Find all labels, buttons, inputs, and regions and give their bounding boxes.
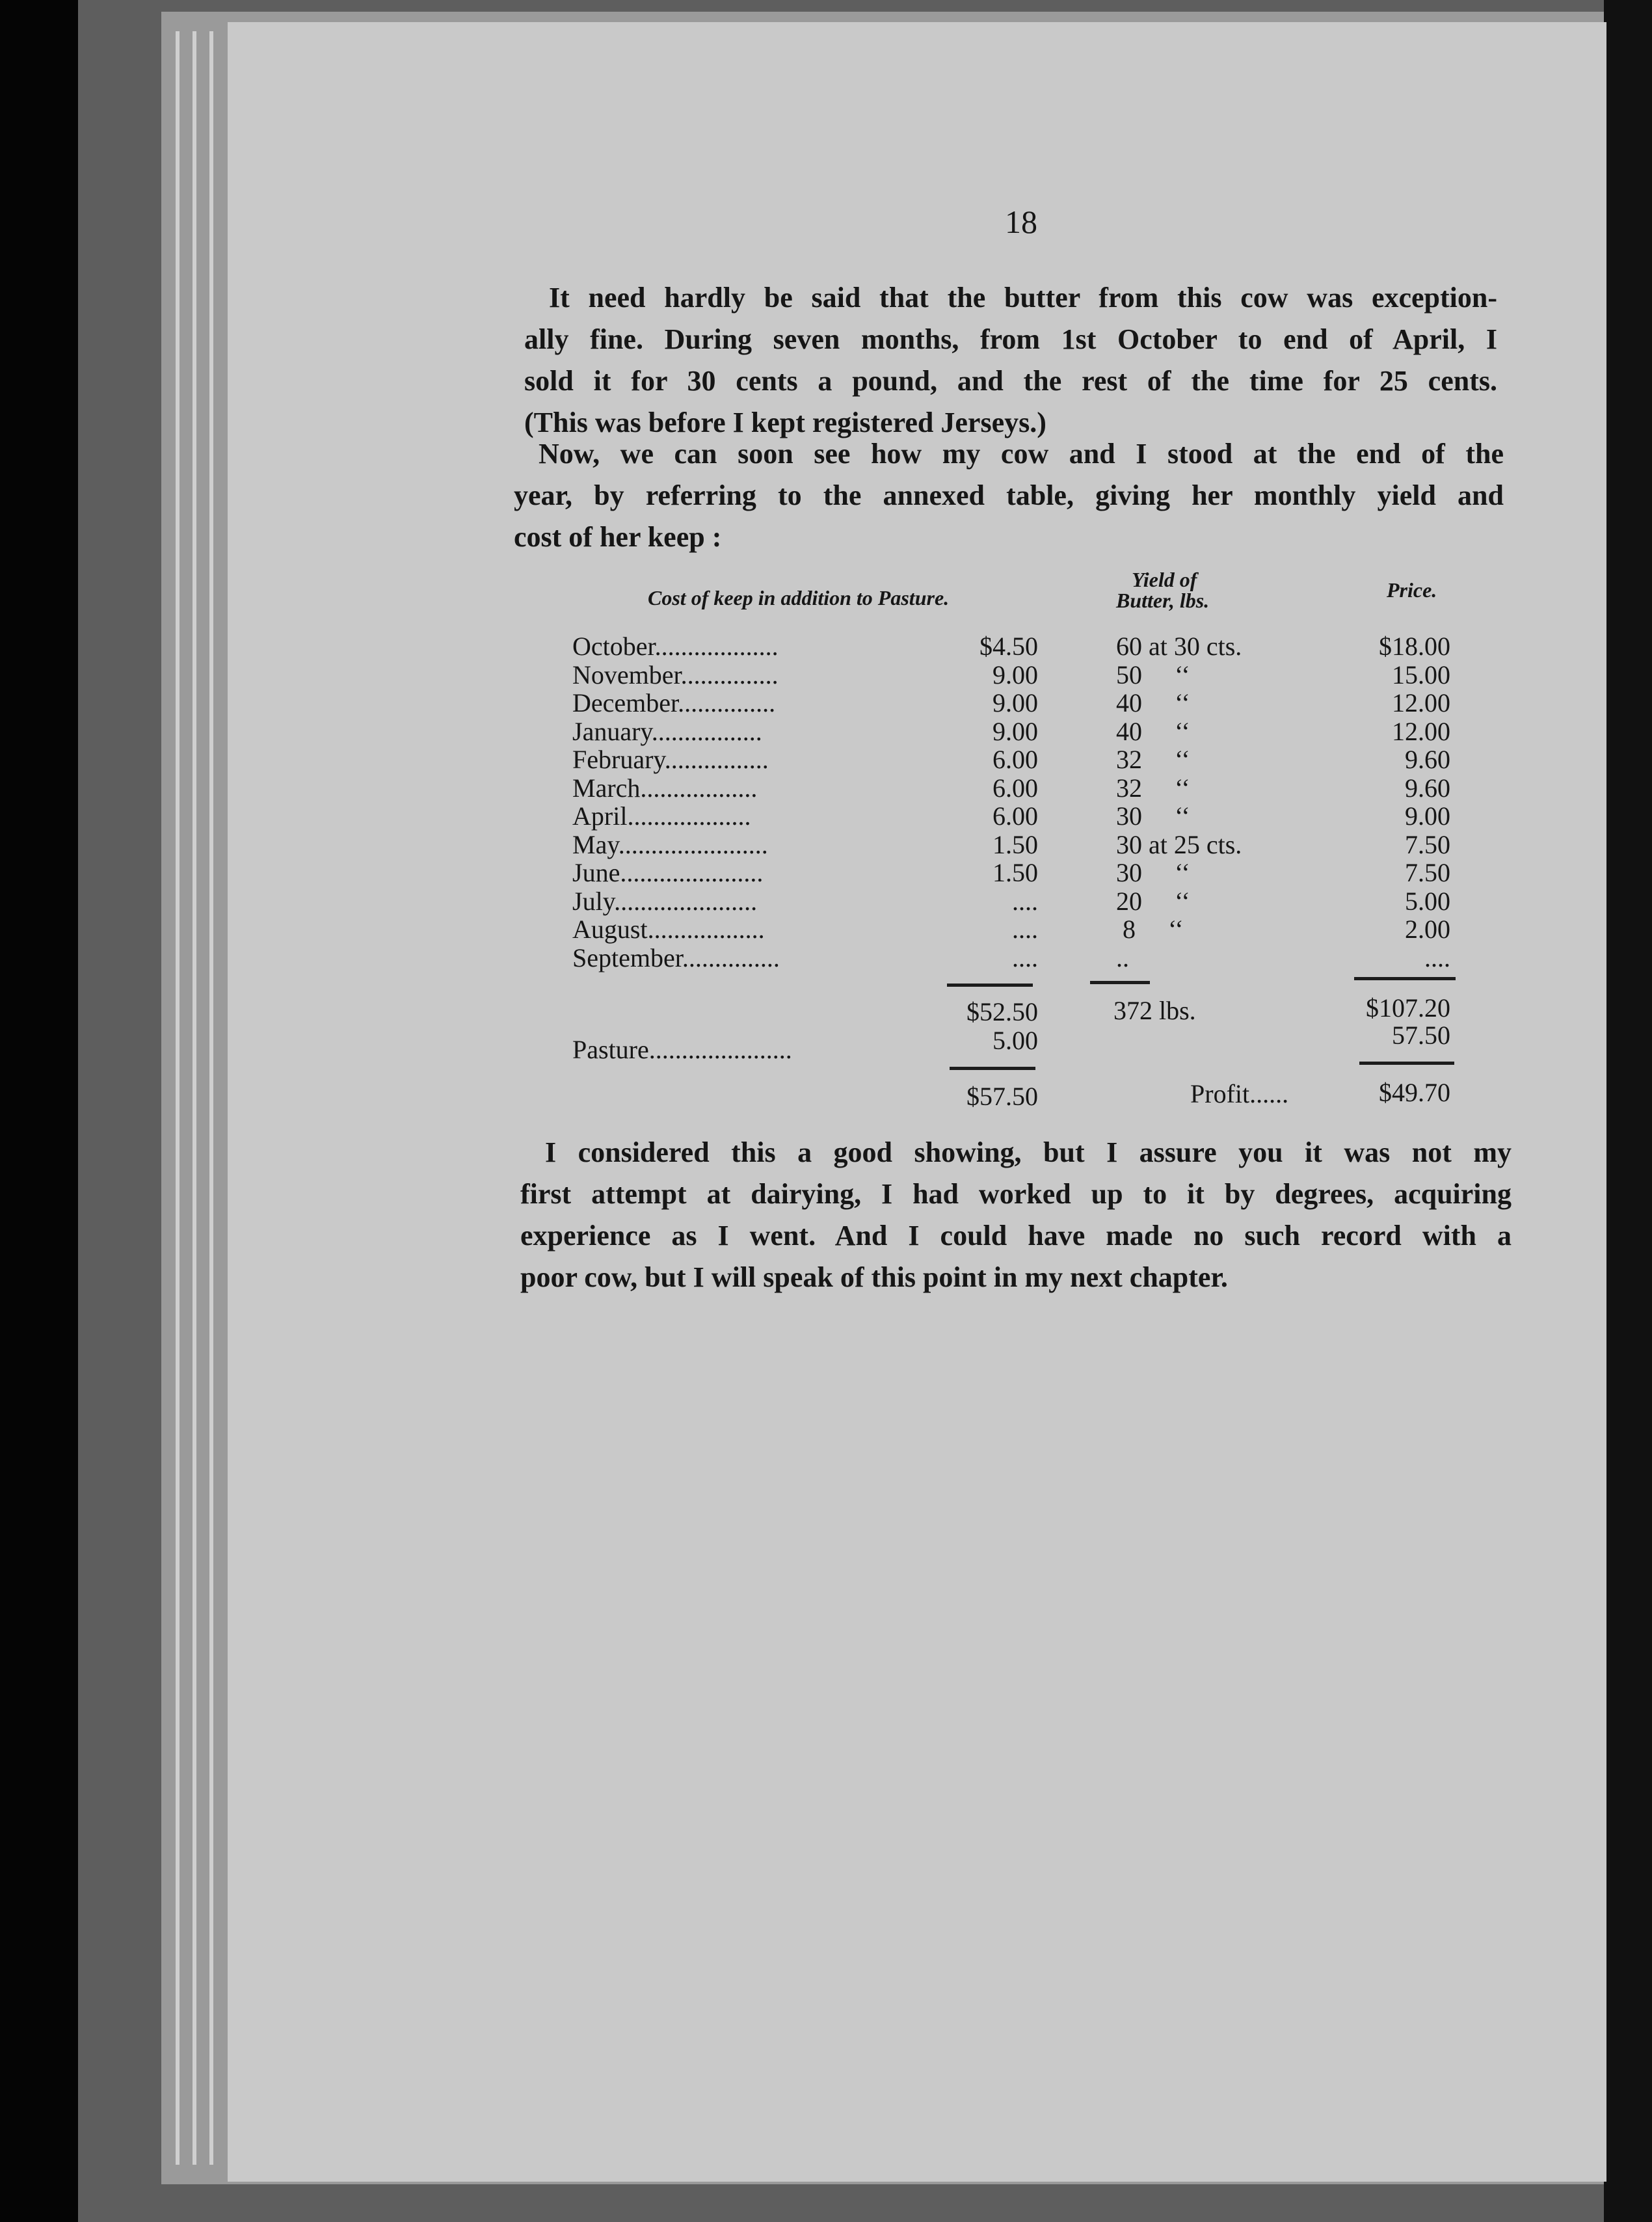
header-yield: Yield of xyxy=(1132,568,1197,591)
paragraph-3 xyxy=(520,1132,1512,1298)
text-line: first attempt at dairying, I had worked up to it by degrees, acquiring xyxy=(520,1178,1512,1210)
month-label: October................... xyxy=(572,632,779,661)
subtotal-cost: $52.50 xyxy=(966,997,1038,1026)
cost-cell: 1.50 xyxy=(993,858,1038,887)
yield-cell: 50 ‘‘ xyxy=(1116,660,1190,689)
text-line: experience as I went. And I could have made no such record with a xyxy=(520,1220,1512,1252)
cost-cell: 6.00 xyxy=(993,773,1038,803)
price-cell: 9.60 xyxy=(1405,745,1450,774)
month-label: March.................. xyxy=(572,773,758,803)
yield-cell: .. xyxy=(1116,943,1129,972)
yield-cell: 32 ‘‘ xyxy=(1116,773,1190,803)
price-cell: .... xyxy=(1424,943,1450,972)
month-label: June...................... xyxy=(572,858,764,887)
price-cell: $18.00 xyxy=(1379,632,1450,661)
yield-cell: 32 ‘‘ xyxy=(1116,745,1190,774)
month-label: November............... xyxy=(572,660,779,689)
paragraph-2 xyxy=(514,433,1504,558)
total-price: $107.20 xyxy=(1366,993,1450,1023)
cost-cell: 6.00 xyxy=(993,745,1038,774)
month-label: February................ xyxy=(572,745,769,774)
month-label: September............... xyxy=(572,943,780,972)
text-line: I considered this a good showing, but I assure you it was not my xyxy=(545,1136,1512,1168)
price-cell: 5.00 xyxy=(1405,887,1450,916)
profit-label: Profit...... xyxy=(1190,1079,1289,1108)
page-number: 18 xyxy=(1005,204,1037,240)
yield-cell: 20 ‘‘ xyxy=(1116,887,1190,916)
text-line: poor cow, but I will speak of this point in my next chapter. xyxy=(520,1261,1228,1293)
month-label: April................... xyxy=(572,801,751,831)
text-line: ally fine. During seven months, from 1st October to end of April, I xyxy=(524,323,1497,355)
paragraph-1 xyxy=(524,277,1497,444)
yield-cell: 30 ‘‘ xyxy=(1116,858,1190,887)
header-cost: Cost of keep in addition to Pasture. xyxy=(648,586,950,609)
yield-cell: 60 at 30 cts. xyxy=(1116,632,1242,661)
cost-cell: .... xyxy=(1012,887,1038,916)
yield-cell: 40 ‘‘ xyxy=(1116,688,1190,717)
total-cost: $57.50 xyxy=(966,1082,1038,1111)
cost-cell: .... xyxy=(1012,943,1038,972)
month-label: May....................... xyxy=(572,830,768,859)
scanner-border xyxy=(1604,0,1652,2222)
price-cell: 2.00 xyxy=(1405,915,1450,944)
text-line: year, by referring to the annexed table, giving her monthly yield and xyxy=(514,479,1504,511)
yield-cell: 40 ‘‘ xyxy=(1116,717,1190,746)
cost-cell: 9.00 xyxy=(993,688,1038,717)
price-less: 57.50 xyxy=(1392,1021,1450,1050)
month-label: August.................. xyxy=(572,915,765,944)
month-label: January................. xyxy=(572,717,762,746)
price-cell: 12.00 xyxy=(1392,688,1450,717)
text-line: cost of her keep : xyxy=(514,521,722,553)
month-label: December............... xyxy=(572,688,776,717)
cost-cell: $4.50 xyxy=(979,632,1038,661)
cost-cell: 9.00 xyxy=(993,717,1038,746)
price-cell: 7.50 xyxy=(1405,830,1450,859)
price-cell: 15.00 xyxy=(1392,660,1450,689)
yield-cell: 30 at 25 cts. xyxy=(1116,830,1242,859)
text-line: It need hardly be said that the butter from this cow was exception- xyxy=(549,282,1497,314)
text-line: (This was before I kept registered Jerseys.) xyxy=(524,407,1046,438)
total-yield: 372 lbs. xyxy=(1113,996,1196,1025)
yield-cell: 30 ‘‘ xyxy=(1116,801,1190,831)
profit-value: $49.70 xyxy=(1379,1078,1450,1107)
yield-cell: 8 ‘‘ xyxy=(1116,915,1184,944)
pasture-cost: 5.00 xyxy=(993,1026,1038,1055)
text-line: Now, we can soon see how my cow and I stood at the end of the xyxy=(539,438,1504,470)
cost-cell: .... xyxy=(1012,915,1038,944)
header-yield-2: Butter, lbs. xyxy=(1116,589,1210,612)
price-cell: 7.50 xyxy=(1405,858,1450,887)
cost-cell: 1.50 xyxy=(993,830,1038,859)
header-price: Price. xyxy=(1387,578,1437,602)
price-cell: 9.60 xyxy=(1405,773,1450,803)
cost-cell: 9.00 xyxy=(993,660,1038,689)
month-label: July...................... xyxy=(572,887,758,916)
text-line: sold it for 30 cents a pound, and the rest of the time for 25 cents. xyxy=(524,365,1497,397)
price-cell: 12.00 xyxy=(1392,717,1450,746)
pasture-label: Pasture...................... xyxy=(572,1035,792,1064)
cost-cell: 6.00 xyxy=(993,801,1038,831)
price-cell: 9.00 xyxy=(1405,801,1450,831)
